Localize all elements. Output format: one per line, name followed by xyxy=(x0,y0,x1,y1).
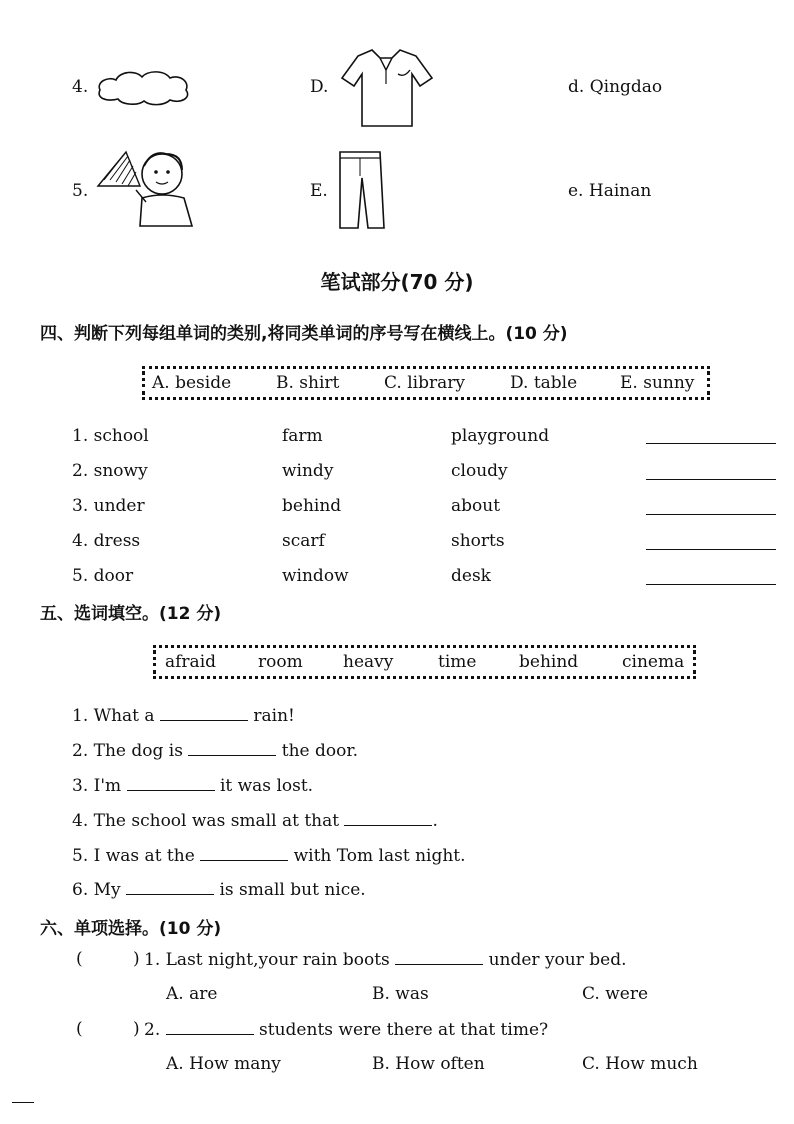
fill-blank[interactable] xyxy=(126,879,214,895)
question-blank[interactable] xyxy=(395,949,483,965)
word-option: afraid xyxy=(165,652,217,672)
written-part-title: 笔试部分(70 分) xyxy=(320,270,474,294)
word-option: behind xyxy=(519,652,579,672)
word-option: E. sunny xyxy=(620,373,695,393)
fill-item-before: 4. The school was small at that xyxy=(72,811,340,831)
answer-line[interactable] xyxy=(646,584,776,585)
row-label: 2. snowy xyxy=(72,461,148,481)
fill-item xyxy=(72,810,438,831)
option-b[interactable]: B. was xyxy=(372,984,429,1004)
answer-line[interactable] xyxy=(646,514,776,515)
fill-item xyxy=(72,879,366,900)
fill-blank[interactable] xyxy=(344,810,432,826)
row-word: behind xyxy=(282,496,342,516)
question-number: 1. xyxy=(144,950,161,970)
fill-item-after: the door. xyxy=(281,741,359,761)
question-text xyxy=(144,949,627,970)
row-word: scarf xyxy=(282,531,325,551)
word-option: heavy xyxy=(343,652,394,672)
option-a[interactable]: A. are xyxy=(166,984,218,1004)
fill-item-before: 6. My xyxy=(72,880,121,900)
row-word: farm xyxy=(282,426,323,446)
section5-title: 五、选词填空。(12 分) xyxy=(40,604,222,624)
fill-item-before: 1. What a xyxy=(72,706,155,726)
row-label: 5. door xyxy=(72,566,134,586)
option-a[interactable]: A. How many xyxy=(166,1054,281,1074)
row-word: window xyxy=(282,566,349,586)
word-option: C. library xyxy=(384,373,465,393)
match-letter: D. xyxy=(310,77,329,97)
fill-blank[interactable] xyxy=(200,845,288,861)
question-blank[interactable] xyxy=(166,1019,254,1035)
answer-line[interactable] xyxy=(646,549,776,550)
shirt-picture xyxy=(338,44,434,130)
section4-title: 四、判断下列每组单词的类别,将同类单词的序号写在横线上。(10 分) xyxy=(40,324,568,344)
girl-with-fan-picture xyxy=(96,146,196,230)
question-after: under your bed. xyxy=(488,950,627,970)
match-place: e. Hainan xyxy=(568,181,652,201)
fill-item-before: 2. The dog is xyxy=(72,741,183,761)
trousers-picture xyxy=(334,148,388,232)
section6-title: 六、单项选择。(10 分) xyxy=(40,919,222,939)
fill-item-after: rain! xyxy=(253,706,295,726)
answer-paren-close[interactable]: ) xyxy=(133,1019,140,1039)
fill-item xyxy=(72,775,313,796)
match-letter: E. xyxy=(310,181,328,201)
fill-item xyxy=(72,845,466,866)
fill-item-before: 3. I'm xyxy=(72,776,122,796)
row-word: cloudy xyxy=(451,461,508,481)
row-word: playground xyxy=(451,426,550,446)
fill-item-after: with Tom last night. xyxy=(293,846,466,866)
match-number: 5. xyxy=(72,181,89,201)
word-option: time xyxy=(438,652,477,672)
word-option: cinema xyxy=(622,652,685,672)
question-number: 2. xyxy=(144,1020,161,1040)
section4-word-box xyxy=(142,366,710,400)
answer-paren-close[interactable]: ) xyxy=(133,949,140,969)
word-option: A. beside xyxy=(152,373,232,393)
answer-line[interactable] xyxy=(646,479,776,480)
fill-blank[interactable] xyxy=(160,705,248,721)
option-c[interactable]: C. How much xyxy=(582,1054,698,1074)
answer-line[interactable] xyxy=(646,443,776,444)
section5-word-box xyxy=(153,645,696,679)
word-option: room xyxy=(258,652,303,672)
fill-item-after: is small but nice. xyxy=(219,880,366,900)
question-before: Last night,your rain boots xyxy=(165,950,390,970)
page-edge-mark xyxy=(12,1102,34,1103)
row-label: 3. under xyxy=(72,496,145,516)
fill-item xyxy=(72,705,295,726)
fill-item-before: 5. I was at the xyxy=(72,846,195,866)
fill-item-after: it was lost. xyxy=(219,776,314,796)
row-label: 4. dress xyxy=(72,531,141,551)
row-word: desk xyxy=(451,566,491,586)
fill-item xyxy=(72,740,358,761)
fill-blank[interactable] xyxy=(127,775,215,791)
cloud-picture xyxy=(94,68,192,106)
match-number: 4. xyxy=(72,77,89,97)
question-text xyxy=(144,1019,548,1040)
row-word: windy xyxy=(282,461,334,481)
fill-blank[interactable] xyxy=(188,740,276,756)
row-word: shorts xyxy=(451,531,505,551)
option-b[interactable]: B. How often xyxy=(372,1054,485,1074)
row-word: about xyxy=(451,496,501,516)
option-c[interactable]: C. were xyxy=(582,984,649,1004)
answer-paren-open[interactable]: ( xyxy=(76,1019,83,1039)
word-option: B. shirt xyxy=(276,373,340,393)
fill-item-after: . xyxy=(432,811,438,831)
question-after: students were there at that time? xyxy=(259,1020,549,1040)
word-option: D. table xyxy=(510,373,578,393)
answer-paren-open[interactable]: ( xyxy=(76,949,83,969)
row-label: 1. school xyxy=(72,426,149,446)
match-place: d. Qingdao xyxy=(568,77,663,97)
